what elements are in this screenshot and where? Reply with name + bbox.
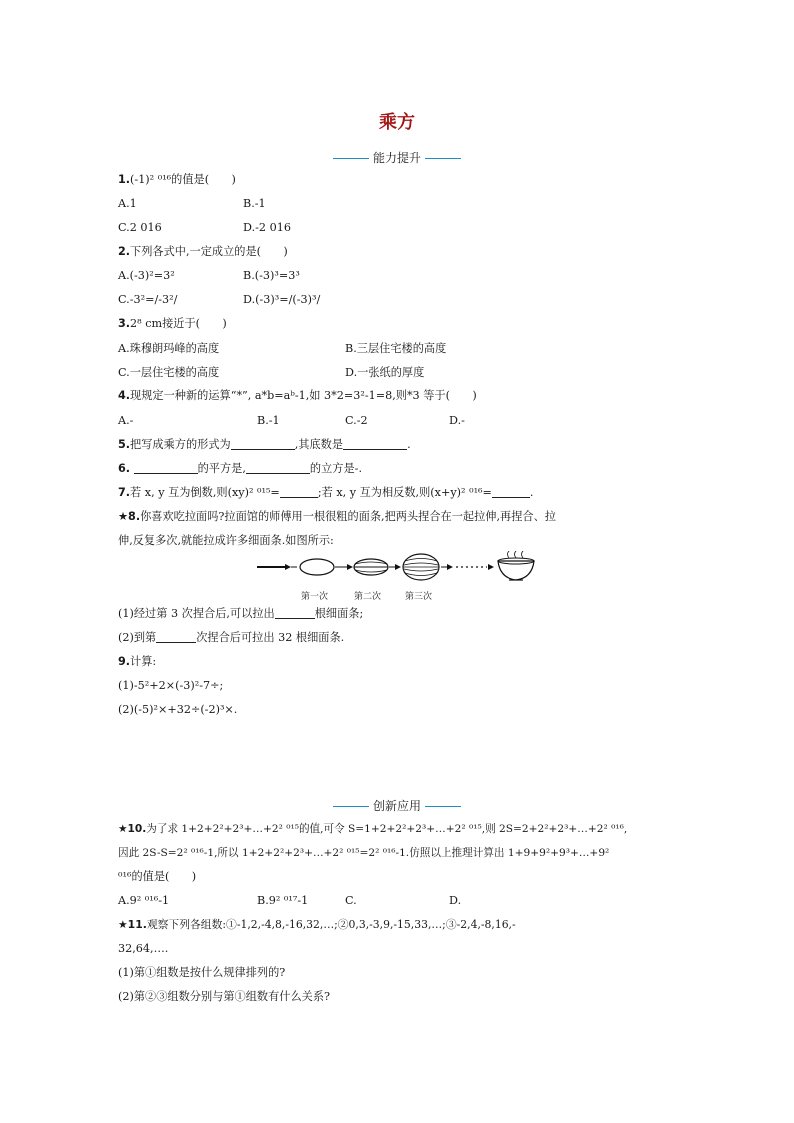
question-8-line2: 伸,反复多次,就能拉成许多细面条.如图所示: (118, 534, 334, 547)
answer-blank[interactable] (343, 437, 407, 450)
section-header-innovation (0, 797, 794, 814)
question-3: 3.2⁸ cm接近于( ) (118, 317, 227, 330)
q2-options-row1 (118, 268, 300, 284)
option-d: D.-2 016 (243, 221, 291, 234)
option-c: C.一层住宅楼的高度 (118, 366, 220, 379)
question-5: 5.把写成乘方的形式为 ,其底数是 . (118, 438, 411, 451)
option-a: A.1 (118, 197, 137, 210)
noodle-figure (255, 551, 545, 589)
question-8: ★8.你喜欢吃拉面吗?拉面馆的师傅用一根很粗的面条,把两头捏合在一起拉伸,再捏合、拉 (118, 510, 556, 523)
q2-options-row2 (118, 292, 321, 308)
q10-options (118, 893, 462, 909)
question-11: ★11.观察下列各组数:①-1,2,-4,8,-16,32,…;②0,3,-3,9,-15,33,…;③-2,4,-8,16,- (118, 918, 516, 931)
q3-options-row1 (118, 341, 447, 357)
answer-blank[interactable] (134, 461, 198, 474)
answer-blank[interactable] (246, 461, 310, 474)
question-11-sub1: (1)第①组数是按什么规律排列的? (118, 966, 286, 979)
question-10-line2: 因此 2S-S=2² ⁰¹⁶-1,所以 1+2+2²+2³+…+2² ⁰¹⁵=2² ⁰¹⁶-1.仿照以上推理计算出 1+9+9²+9³+…+9² (118, 847, 610, 859)
option-c: C. (345, 894, 357, 907)
question-9: 9.计算: (118, 655, 157, 668)
option-b: B.9² ⁰¹⁷-1 (257, 894, 309, 907)
option-b: B.三层住宅楼的高度 (345, 342, 447, 355)
question-11-sub2: (2)第②③组数分别与第①组数有什么关系? (118, 990, 331, 1003)
option-d: D. (449, 894, 462, 907)
answer-blank[interactable] (280, 485, 318, 498)
option-d: D.一张纸的厚度 (345, 366, 425, 379)
figure-label-2: 第二次 (354, 592, 382, 602)
question-10: ★10.为了求 1+2+2²+2³+…+2² ⁰¹⁵的值,可令 S=1+2+2²+2³+…+2² ⁰¹⁵,则 2S=2+2²+2³+…+2² ⁰¹⁶, (118, 823, 628, 835)
q4-options (118, 413, 465, 429)
page-title: 乘方 (379, 112, 415, 133)
question-7: 7.若 x, y 互为倒数,则(xy)² ⁰¹⁵= ;若 x, y 互为相反数,则(x+y)² ⁰¹⁶= . (118, 486, 534, 499)
option-a: A.9² ⁰¹⁶-1 (118, 894, 170, 907)
option-b: B.(-3)³=3³ (243, 269, 300, 282)
question-11-line2: 32,64,…. (118, 942, 169, 955)
option-a: A.珠穆朗玛峰的高度 (118, 342, 220, 355)
option-d: D.(-3)³=/(-3)³/ (243, 293, 321, 306)
option-a: A.(-3)²=3² (118, 269, 175, 282)
figure-label-1: 第一次 (301, 592, 329, 602)
option-c: C.-3²=/-3²/ (118, 293, 178, 306)
option-b: B.-1 (243, 197, 266, 210)
option-c: C.2 016 (118, 221, 162, 234)
question-8-sub2: (2)到第 次捏合后可拉出 32 根细面条. (118, 631, 345, 644)
answer-blank[interactable] (156, 630, 196, 643)
section-header-ability (0, 149, 794, 166)
answer-blank[interactable] (492, 485, 530, 498)
option-b: B.-1 (257, 414, 280, 427)
answer-blank[interactable] (275, 606, 315, 619)
question-9-sub1: (1)-5²+2×(-3)²-7÷; (118, 679, 224, 692)
q1-options-row2 (118, 220, 291, 236)
option-d: D.- (449, 414, 465, 427)
question-6: 6. 的平方是, 的立方是-. (118, 462, 363, 475)
question-10-line3: ⁰¹⁶的值是( ) (118, 870, 197, 883)
figure-label-3: 第三次 (405, 592, 433, 602)
question-4: 4.现规定一种新的运算“*”, a*b=aᵇ-1,如 3*2=3²-1=8,则*3 等于( ) (118, 389, 477, 402)
answer-blank[interactable] (231, 437, 295, 450)
question-1: 1.(-1)² ⁰¹⁶的值是( ) (118, 173, 236, 186)
option-c: C.-2 (345, 414, 368, 427)
q1-options-row1 (118, 196, 266, 212)
question-2: 2.下列各式中,一定成立的是( ) (118, 245, 288, 258)
question-9-sub2: (2)(-5)²×+32÷(-2)³×. (118, 703, 238, 716)
section-title: 能力提升 (372, 151, 421, 165)
question-8-sub1: (1)经过第 3 次捏合后,可以拉出 根细面条; (118, 607, 364, 620)
section-title: 创新应用 (372, 799, 421, 813)
option-a: A.- (118, 414, 134, 427)
q3-options-row2 (118, 365, 425, 381)
